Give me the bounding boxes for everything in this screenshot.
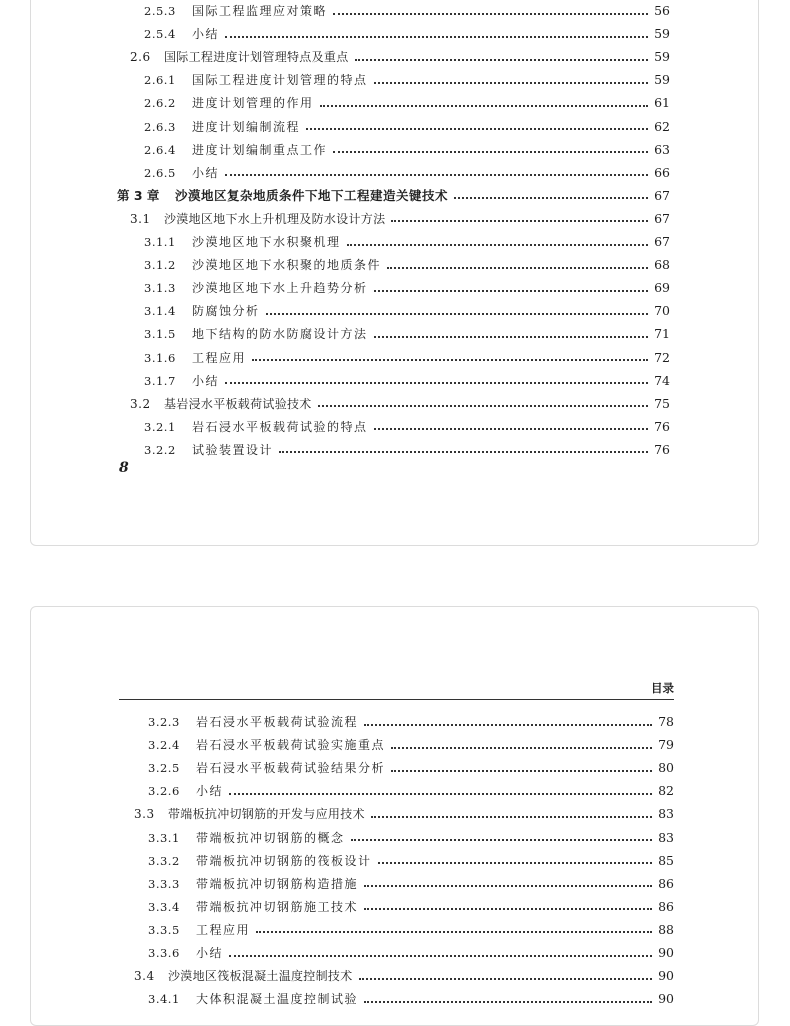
toc-entry-title: 带端板抗冲切钢筋的筏板设计 — [196, 853, 372, 868]
toc-entry-number: 3.1.2 — [144, 258, 176, 273]
toc-entry-page: 76 — [654, 418, 670, 434]
toc-entry-page: 86 — [658, 898, 674, 914]
dot-leader — [378, 861, 652, 864]
toc-section-entry[interactable] — [130, 393, 670, 415]
toc-entry-title: 岩石浸水平板载荷试验结果分析 — [196, 761, 386, 776]
toc-entry-title: 小结 — [192, 165, 220, 180]
toc-entry-page: 82 — [658, 783, 674, 799]
toc-entry-page: 90 — [658, 968, 674, 984]
toc-entry-number: 3.1.1 — [144, 235, 176, 249]
toc-entry-page: 75 — [654, 395, 670, 411]
toc-entry-title: 带端板抗冲切钢筋的开发与应用技术 — [168, 807, 365, 822]
toc-section-entry[interactable] — [134, 803, 674, 825]
toc-entry-title: 小结 — [196, 784, 224, 799]
toc-entry-page: 80 — [658, 760, 674, 776]
toc-entry-title: 沙漠地区地下水积聚机理 — [192, 235, 341, 249]
dot-leader — [333, 150, 648, 153]
toc-entry-title: 国际工程进度计划管理特点及重点 — [164, 50, 349, 65]
dot-leader — [320, 104, 648, 107]
toc-entry-title: 沙漠地区地下水上升趋势分析 — [192, 281, 368, 296]
toc-subsection-entry[interactable] — [144, 69, 670, 91]
toc-subsection-entry[interactable] — [144, 323, 670, 345]
toc-entry-title: 沙漠地区地下水上升机理及防水设计方法 — [164, 211, 386, 226]
toc-entry-title: 进度计划编制重点工作 — [192, 142, 328, 157]
dot-leader — [391, 746, 652, 749]
toc-entry-page: 62 — [654, 118, 670, 134]
toc-entry-number: 3.3 — [134, 807, 155, 822]
toc-entry-title: 工程应用 — [196, 922, 251, 937]
toc-entry-title: 地下结构的防水防腐设计方法 — [192, 327, 368, 342]
toc-entry-page: 74 — [654, 372, 670, 388]
toc-entry-title: 基岩浸水平板载荷试验技术 — [164, 396, 312, 411]
dot-leader — [364, 907, 652, 910]
toc-entry-title: 沙漠地区地下水积聚的地质条件 — [192, 258, 382, 273]
toc-subsection-entry[interactable] — [148, 711, 674, 733]
toc-chapter-entry[interactable] — [117, 185, 670, 207]
toc-entry-number: 3.2.4 — [148, 738, 180, 753]
toc-subsection-entry[interactable] — [148, 919, 674, 941]
dot-leader — [279, 450, 648, 453]
dot-leader — [391, 219, 648, 222]
toc-entry-number: 2.6.1 — [144, 73, 176, 88]
toc-entry-number: 3.2.5 — [148, 761, 180, 776]
toc-entry-number: 3.4 — [134, 969, 155, 984]
dot-leader — [256, 930, 652, 933]
toc-entry-page: 66 — [654, 164, 670, 180]
toc-subsection-entry[interactable] — [148, 780, 674, 802]
running-header: 目录 — [651, 681, 674, 695]
toc-entry-title: 岩石浸水平板载荷试验的特点 — [192, 419, 368, 434]
dot-leader — [333, 12, 648, 15]
toc-subsection-entry[interactable] — [148, 873, 674, 895]
toc-entry-title: 岩石浸水平板载荷试验实施重点 — [196, 738, 386, 753]
toc-entry-title: 带端板抗冲切钢筋的概念 — [196, 830, 345, 845]
toc-entry-page: 70 — [654, 303, 670, 319]
dot-leader — [229, 954, 652, 957]
dot-leader — [252, 358, 648, 361]
toc-entry-number: 2.6.3 — [144, 119, 176, 134]
header-rule — [119, 699, 674, 700]
dot-leader — [374, 81, 648, 84]
toc-entry-number: 3.3.6 — [148, 946, 180, 960]
toc-entry-number: 2.5.3 — [144, 4, 176, 18]
toc-subsection-entry[interactable] — [148, 988, 674, 1010]
toc-entry-page: 86 — [658, 875, 674, 891]
toc-entry-number: 3.3.2 — [148, 853, 180, 868]
toc-section-entry[interactable] — [130, 208, 670, 230]
toc-entry-page: 88 — [658, 921, 674, 937]
toc-entry-page: 83 — [658, 806, 674, 822]
toc-entry-page: 67 — [654, 187, 670, 203]
dot-leader — [229, 792, 652, 795]
toc-entry-page: 59 — [654, 49, 670, 65]
toc-entry-title: 带端板抗冲切钢筋构造措施 — [196, 876, 359, 891]
toc-entry-number: 3.2.1 — [144, 419, 176, 434]
page-card-1 — [30, 0, 759, 546]
toc-entry-page: 69 — [654, 280, 670, 296]
dot-leader — [374, 427, 648, 430]
dot-leader — [364, 1000, 652, 1003]
toc-subsection-entry[interactable] — [144, 370, 670, 392]
toc-entry-number: 3.1.4 — [144, 304, 176, 319]
toc-subsection-entry[interactable] — [144, 300, 670, 322]
dot-leader — [347, 243, 648, 246]
toc-entry-number: 3.1.7 — [144, 373, 176, 388]
toc-entry-number: 3.1.3 — [144, 281, 176, 296]
page-card-2 — [30, 606, 759, 1026]
toc-subsection-entry[interactable] — [144, 416, 670, 438]
toc-entry-page: 78 — [658, 714, 674, 729]
dot-leader — [374, 289, 648, 292]
toc-subsection-entry[interactable] — [144, 162, 670, 184]
toc-entry-title: 进度计划管理的作用 — [192, 96, 314, 111]
toc-section-entry[interactable] — [134, 965, 674, 987]
dot-leader — [364, 723, 652, 726]
toc-subsection-entry[interactable] — [148, 757, 674, 779]
page-number: 8 — [119, 460, 129, 476]
dot-leader — [391, 769, 652, 772]
toc-entry-number: 3.3.4 — [148, 899, 180, 914]
dot-leader — [355, 58, 648, 61]
dot-leader — [266, 312, 648, 315]
toc-entry-title: 国际工程监理应对策略 — [192, 4, 328, 18]
toc-entry-title: 小结 — [192, 373, 220, 388]
toc-entry-number: 3.3.5 — [148, 922, 180, 937]
toc-entry-title: 小结 — [196, 946, 224, 960]
toc-entry-number: 3.1 — [130, 211, 151, 226]
toc-entry-page: 90 — [658, 991, 674, 1007]
toc-entry-title: 大体积混凝土温度控制试验 — [196, 992, 359, 1007]
toc-entry-title: 防腐蚀分析 — [192, 304, 260, 319]
toc-entry-page: 67 — [654, 234, 670, 249]
dot-leader — [225, 173, 648, 176]
toc-entry-page: 76 — [654, 441, 670, 457]
toc-subsection-entry[interactable] — [144, 254, 670, 276]
toc-entry-number: 3.1.5 — [144, 327, 176, 342]
toc-entry-number: 3.3.3 — [148, 876, 180, 891]
toc-entry-number: 3.2.6 — [148, 784, 180, 799]
toc-entry-number: 3.3.1 — [148, 830, 180, 845]
dot-leader — [387, 266, 648, 269]
toc-entry-page: 79 — [658, 737, 674, 753]
toc-subsection-entry[interactable] — [148, 942, 674, 964]
toc-entry-title: 小结 — [192, 27, 220, 42]
toc-entry-page: 85 — [658, 852, 674, 868]
dot-leader — [351, 838, 652, 841]
toc-subsection-entry[interactable] — [144, 347, 670, 369]
toc-entry-number: 3.2.3 — [148, 715, 180, 729]
toc-entry-number: 2.6.2 — [144, 96, 176, 111]
dot-leader — [225, 381, 648, 384]
toc-entry-number: 3.2 — [130, 396, 151, 411]
toc-subsection-entry[interactable] — [144, 277, 670, 299]
toc-entry-title: 岩石浸水平板载荷试验流程 — [196, 715, 359, 729]
dot-leader — [374, 335, 648, 338]
toc-entry-page: 61 — [654, 95, 670, 111]
toc-entry-title: 试验装置设计 — [192, 442, 274, 457]
toc-entry-number: 2.6.5 — [144, 165, 176, 180]
toc-entry-page: 59 — [654, 72, 670, 88]
toc-subsection-entry[interactable] — [148, 896, 674, 918]
toc-entry-number: 3.4.1 — [148, 992, 180, 1007]
toc-entry-page: 68 — [654, 257, 670, 273]
toc-entry-title: 沙漠地区复杂地质条件下地下工程建造关键技术 — [175, 187, 449, 203]
toc-subsection-entry[interactable] — [144, 231, 670, 253]
toc-entry-title: 带端板抗冲切钢筋施工技术 — [196, 899, 359, 914]
toc-entry-title: 国际工程进度计划管理的特点 — [192, 73, 368, 88]
dot-leader — [454, 196, 648, 199]
dot-leader — [318, 404, 648, 407]
toc-entry-page: 67 — [654, 210, 670, 226]
dot-leader — [371, 815, 652, 818]
toc-entry-title: 工程应用 — [192, 350, 247, 365]
dot-leader — [306, 127, 648, 130]
toc-subsection-entry[interactable] — [144, 92, 670, 114]
toc-entry-page: 63 — [654, 141, 670, 157]
toc-entry-page: 90 — [658, 945, 674, 960]
toc-subsection-entry[interactable] — [144, 0, 670, 22]
toc-entry-number: 第 3 章 — [117, 187, 160, 203]
toc-entry-title: 沙漠地区筏板混凝土温度控制技术 — [168, 969, 353, 984]
toc-subsection-entry[interactable] — [144, 139, 670, 161]
toc-entry-number: 2.6 — [130, 50, 151, 65]
toc-subsection-entry[interactable] — [148, 827, 674, 849]
toc-entry-page: 71 — [654, 326, 670, 342]
toc-section-entry[interactable] — [130, 46, 670, 68]
toc-subsection-entry[interactable] — [144, 23, 670, 45]
dot-leader — [364, 884, 652, 887]
toc-entry-page: 72 — [654, 349, 670, 365]
toc-subsection-entry[interactable] — [148, 734, 674, 756]
toc-entry-number: 2.6.4 — [144, 142, 176, 157]
dot-leader — [225, 35, 648, 38]
toc-entry-number: 3.1.6 — [144, 350, 176, 365]
toc-subsection-entry[interactable] — [148, 850, 674, 872]
toc-entry-number: 2.5.4 — [144, 27, 176, 42]
toc-entry-page: 59 — [654, 26, 670, 42]
toc-subsection-entry[interactable] — [144, 116, 670, 138]
dot-leader — [359, 977, 652, 980]
toc-entry-number: 3.2.2 — [144, 442, 176, 457]
toc-entry-page: 56 — [654, 3, 670, 18]
toc-subsection-entry[interactable] — [144, 439, 670, 461]
toc-entry-page: 83 — [658, 829, 674, 845]
toc-entry-title: 进度计划编制流程 — [192, 119, 301, 134]
